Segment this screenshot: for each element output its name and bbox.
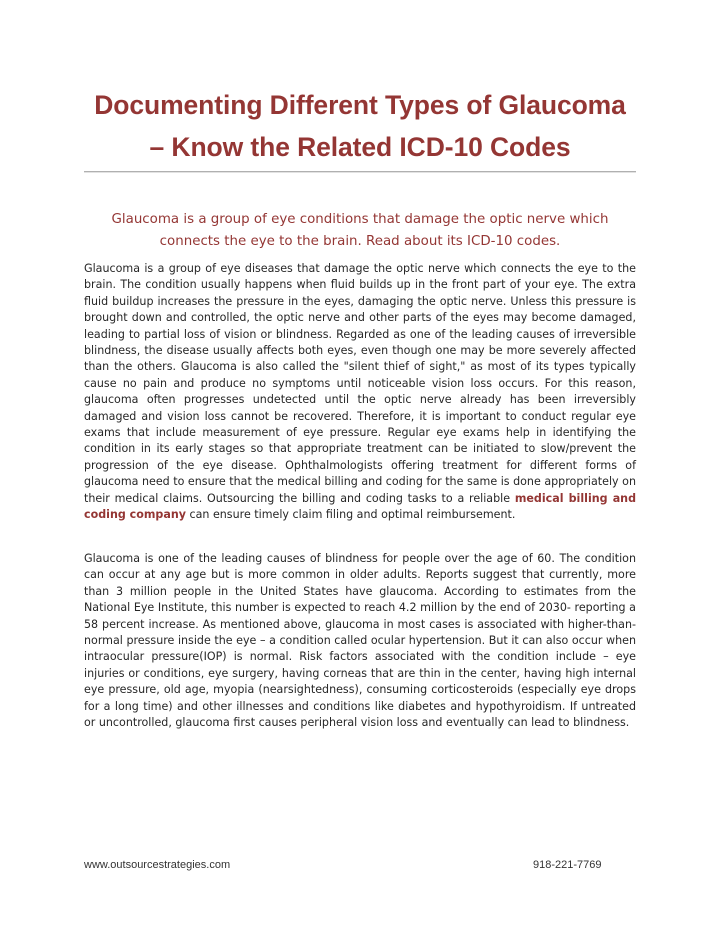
body-paragraph-2: Glaucoma is one of the leading causes of blindness for people over the age of 60. The condition can occur at any age but is more common in older adults. Reports suggest that currently, more than 3 million people in the United States have glaucoma. According to estimates from the National Eye Institute, this number is expected to reach 4.2 million by the end of 2030- reporting a 58 percent increase. As mentioned above, glaucoma in most cases is associated with higher-than-normal pressure inside the eye – a condition called ocular hypertension. But it can also occur when intraocular pressure(IOP) is normal. Risk factors associated with the condition include – eye injuries or conditions, eye surgery, having corneas that are thin in the center, having high internal eye pressure, old age, myopia (nearsightedness), consuming corticosteroids (especially eye drops for a long time) and other illnesses and conditions like diabetes and hypothyroidism. If untreated or uncontrolled, glaucoma first causes peripheral vision loss and eventually can lead to blindness. — [84, 552, 636, 730]
medical-billing-link[interactable]: medical billing and coding company — [84, 491, 637, 522]
footer-website: www.outsourcestrategies.com — [84, 859, 231, 871]
page-title — [60, 84, 660, 168]
footer-phone: 918-221-7769 — [533, 859, 602, 871]
body-paragraph-1 — [84, 261, 636, 524]
paragraph-1-text: Glaucoma is a group of eye diseases that damage the optic nerve which connects the eye to the brain. The condition usually happens when fluid builds up in the front part of your eye. The extra fluid buildup increases the pressure in the eyes, damaging the optic nerve. Unless this pressure is brought down and controlled, the optic nerve and other parts of the eyes may become damaged, leading to partial loss of vision or blindness. Regarded as one of the leading causes of irreversible blindness, the disease usually affects both eyes, even though one may be more severely affected than the others. Glaucoma is also called the "silent thief of sight," as most of its types typically cause no pain and produce no symptoms until noticeable vision loss occurs. For this reason, glaucoma often progresses undetected until the optic nerve already has been irreversibly damaged and vision loss cannot be recovered. Therefore, it is important to conduct regular eye exams that include measurement of eye pressure. Regular eye exams help in identifying the condition in its early stages so that appropriate treatment can be initiated to slow/prevent the progression of the eye disease. Ophthalmologists offering treatment for different forms of glaucoma need to ensure that the medical billing and coding for the same is done appropriately on their medical claims. Outsourcing the billing and coding tasks to a reliable — [84, 262, 636, 505]
paragraph-1-tail: can ensure timely claim filing and optimal reimbursement. — [189, 508, 516, 522]
title-line-1: Documenting Different Types of Glaucoma — [94, 90, 626, 120]
title-divider — [84, 171, 636, 172]
subtitle: Glaucoma is a group of eye conditions that damage the optic nerve which connects the eye to the brain. Read about its ICD-10 codes. — [111, 212, 609, 249]
title-line-2: – Know the Related ICD-10 Codes — [149, 132, 571, 162]
